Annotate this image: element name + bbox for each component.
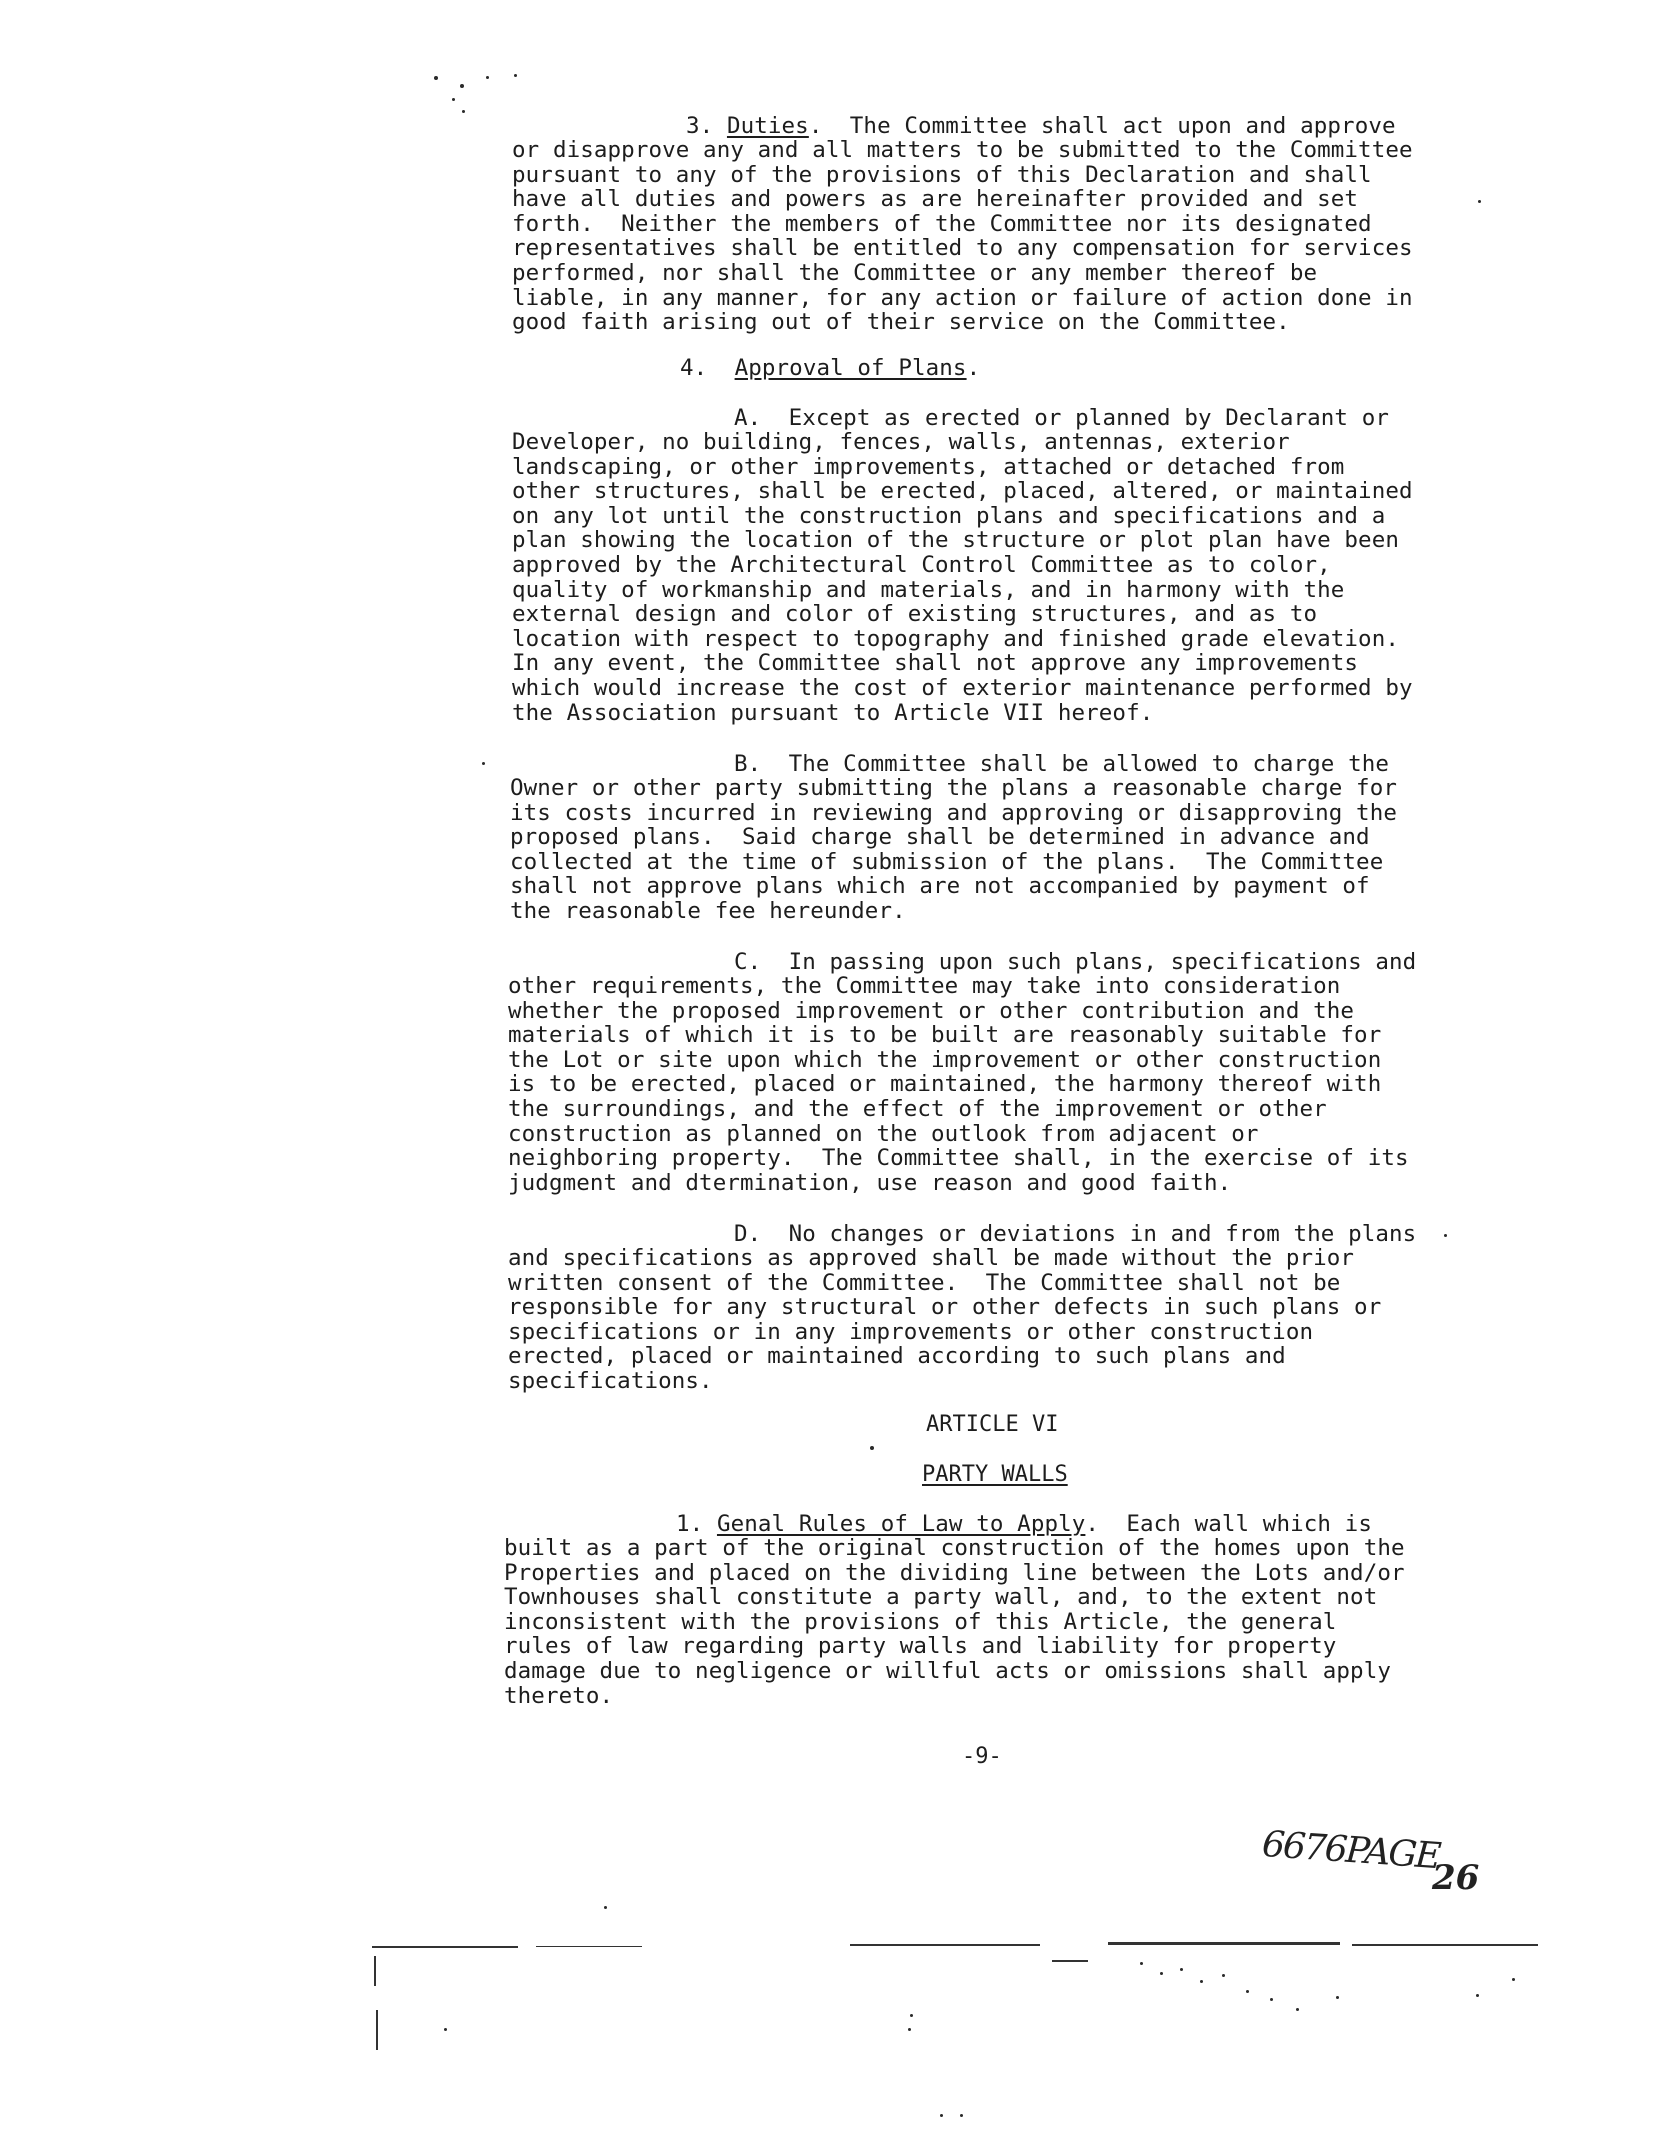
footer-left-mark bbox=[374, 1956, 376, 1986]
speck bbox=[940, 2114, 943, 2117]
section-4-number: 4. bbox=[680, 355, 708, 381]
paragraph-a-body bbox=[512, 430, 1413, 725]
speck bbox=[1478, 200, 1481, 203]
paragraph-c-body bbox=[508, 974, 1409, 1195]
speck bbox=[1200, 1980, 1203, 1983]
text-line: is to be erected, placed or maintained, the harmony thereof with bbox=[508, 1071, 1382, 1098]
article-subtitle: PARTY WALLS bbox=[922, 1462, 1068, 1487]
paragraph-c-first-line bbox=[734, 950, 1416, 975]
text-line: In any event, the Committee shall not approve any improvements bbox=[512, 650, 1359, 677]
page-stamp-number: 26 bbox=[1432, 1858, 1480, 1898]
text-line: Developer, no building, fences, walls, antennas, exterior bbox=[512, 429, 1290, 455]
text-line: C. In passing upon such plans, specifications and bbox=[734, 949, 1417, 975]
section-4-heading-end: . bbox=[966, 355, 981, 381]
text-line: built as a part of the original construction of the homes upon the bbox=[504, 1535, 1405, 1561]
text-line: collected at the time of submission of the plans. The Committee bbox=[510, 848, 1384, 875]
text-line: B. The Committee shall be allowed to charge the bbox=[734, 751, 1390, 777]
article-section-1-first-line-rest: . Each wall which is bbox=[1085, 1511, 1372, 1537]
text-line: have all duties and powers as are hereinafter provided and set bbox=[512, 186, 1359, 213]
text-line: inconsistent with the provisions of this Article, the general bbox=[504, 1608, 1337, 1635]
text-line: responsible for any structural or other defects in such plans or bbox=[508, 1294, 1382, 1321]
speck bbox=[444, 2028, 447, 2031]
text-line: performed, nor shall the Committee or any member thereof be bbox=[512, 259, 1318, 286]
text-line: on any lot until the construction plans and specifications and a bbox=[512, 502, 1386, 529]
speck bbox=[452, 98, 455, 101]
footer-scan-line bbox=[1352, 1944, 1538, 1946]
paragraph-b-first-line bbox=[734, 752, 1389, 777]
text-line: external design and color of existing structures, and as to bbox=[512, 601, 1318, 628]
section-3-heading: Duties bbox=[726, 113, 809, 139]
speck bbox=[1222, 1974, 1225, 1977]
text-line: the Association pursuant to Article VII hereof. bbox=[512, 699, 1154, 726]
speck bbox=[870, 1446, 874, 1450]
article-section-1-number: 1. bbox=[676, 1511, 704, 1537]
text-line: proposed plans. Said charge shall be determined in advance and bbox=[510, 824, 1370, 851]
text-line: specifications. bbox=[508, 1367, 713, 1394]
text-line: forth. Neither the members of the Committee nor its designated bbox=[512, 210, 1372, 237]
speck bbox=[908, 2028, 911, 2031]
speck bbox=[1270, 1998, 1273, 2001]
footer-scan-line bbox=[536, 1946, 642, 1947]
footer-scan-line bbox=[1052, 1960, 1088, 1962]
text-line: plan showing the location of the structure or plot plan have been bbox=[512, 527, 1399, 554]
speck bbox=[1296, 2008, 1299, 2011]
text-line: pursuant to any of the provisions of this Declaration and shall bbox=[512, 161, 1372, 188]
speck bbox=[1444, 1234, 1447, 1237]
text-line: Townhouses shall constitute a party wall, and, to the extent not bbox=[504, 1584, 1378, 1611]
text-line: written consent of the Committee. The Committee shall not be bbox=[508, 1269, 1341, 1296]
text-line: D. No changes or deviations in and from the plans bbox=[734, 1221, 1417, 1247]
speck bbox=[1512, 1978, 1515, 1981]
text-line: its costs incurred in reviewing and approving or disapproving the bbox=[510, 799, 1397, 826]
text-line: erected, placed or maintained according to such plans and bbox=[508, 1343, 1286, 1370]
text-line: other requirements, the Committee may take into consideration bbox=[508, 973, 1341, 999]
book-page-stamp: 6676PAGE bbox=[1260, 1823, 1441, 1878]
text-line: rules of law regarding party walls and liability for property bbox=[504, 1633, 1337, 1660]
text-line: which would increase the cost of exterior maintenance performed by bbox=[512, 674, 1413, 701]
text-line: Properties and placed on the dividing line between the Lots and/or bbox=[504, 1559, 1405, 1586]
text-line: the surroundings, and the effect of the improvement or other bbox=[508, 1095, 1327, 1122]
footer-scan-line bbox=[1108, 1942, 1340, 1945]
text-line: thereto. bbox=[504, 1682, 614, 1709]
speck bbox=[1180, 1968, 1183, 1971]
speck bbox=[910, 2014, 913, 2017]
speck bbox=[486, 76, 489, 79]
section-3-first-line bbox=[686, 114, 1396, 139]
text-line: approved by the Architectural Control Committee as to color, bbox=[512, 551, 1331, 578]
text-line: good faith arising out of their service on the Committee. bbox=[512, 309, 1290, 336]
footer-scan-line bbox=[372, 1946, 518, 1948]
text-line: quality of workmanship and materials, and in harmony with the bbox=[512, 576, 1345, 603]
text-line: representatives shall be entitled to any compensation for services bbox=[512, 235, 1413, 262]
article-section-1-body bbox=[504, 1536, 1405, 1708]
text-line: materials of which it is to be built are reasonably suitable for bbox=[508, 1022, 1382, 1049]
text-line: other structures, shall be erected, placed, altered, or maintained bbox=[512, 478, 1413, 505]
speck bbox=[604, 1906, 607, 1909]
article-section-1-heading: Genal Rules of Law to Apply bbox=[716, 1511, 1086, 1537]
section-4-heading-line bbox=[680, 356, 980, 381]
speck bbox=[462, 110, 465, 113]
footer-left-mark bbox=[376, 2010, 378, 2050]
speck bbox=[960, 2114, 963, 2117]
section-3-first-line-rest: . The Committee shall act upon and approve bbox=[808, 113, 1396, 139]
section-3-body bbox=[512, 138, 1413, 335]
speck bbox=[1160, 1972, 1163, 1975]
speck bbox=[1476, 1994, 1479, 1997]
speck bbox=[514, 74, 517, 77]
page-number: -9- bbox=[962, 1744, 1002, 1769]
paragraph-d-first-line bbox=[734, 1222, 1416, 1247]
text-line: location with respect to topography and finished grade elevation. bbox=[512, 625, 1399, 652]
section-4-heading: Approval of Plans bbox=[734, 355, 967, 381]
text-line: the Lot or site upon which the improvement or other construction bbox=[508, 1046, 1382, 1073]
footer-scan-line bbox=[850, 1944, 1040, 1946]
section-3-number: 3. bbox=[686, 113, 714, 139]
speck bbox=[482, 762, 485, 765]
speck bbox=[460, 84, 464, 88]
speck bbox=[1336, 1996, 1339, 1999]
speck bbox=[434, 76, 438, 80]
speck bbox=[1246, 1990, 1249, 1993]
text-line: neighboring property. The Committee shall, in the exercise of its bbox=[508, 1145, 1409, 1172]
text-line: specifications or in any improvements or other construction bbox=[508, 1318, 1314, 1345]
article-section-1-first-line bbox=[676, 1512, 1372, 1537]
article-title: ARTICLE VI bbox=[926, 1412, 1059, 1437]
text-line: liable, in any manner, for any action or failure of action done in bbox=[512, 284, 1413, 311]
text-line: A. Except as erected or planned by Declarant or bbox=[734, 405, 1390, 431]
text-line: or disapprove any and all matters to be submitted to the Committee bbox=[512, 137, 1413, 163]
text-line: whether the proposed improvement or other contribution and the bbox=[508, 997, 1355, 1024]
paragraph-d-body bbox=[508, 1246, 1381, 1394]
text-line: construction as planned on the outlook from adjacent or bbox=[508, 1120, 1259, 1147]
paragraph-a-first-line bbox=[734, 406, 1389, 431]
text-line: damage due to negligence or willful acts or omissions shall apply bbox=[504, 1657, 1391, 1684]
paragraph-b-body bbox=[510, 776, 1397, 924]
text-line: landscaping, or other improvements, attached or detached from bbox=[512, 453, 1345, 480]
speck bbox=[1140, 1962, 1143, 1965]
text-line: the reasonable fee hereunder. bbox=[510, 897, 906, 924]
text-line: and specifications as approved shall be made without the prior bbox=[508, 1245, 1355, 1271]
text-line: shall not approve plans which are not accompanied by payment of bbox=[510, 873, 1370, 900]
text-line: judgment and dtermination, use reason and good faith. bbox=[508, 1169, 1232, 1196]
text-line: Owner or other party submitting the plans a reasonable charge for bbox=[510, 775, 1397, 801]
